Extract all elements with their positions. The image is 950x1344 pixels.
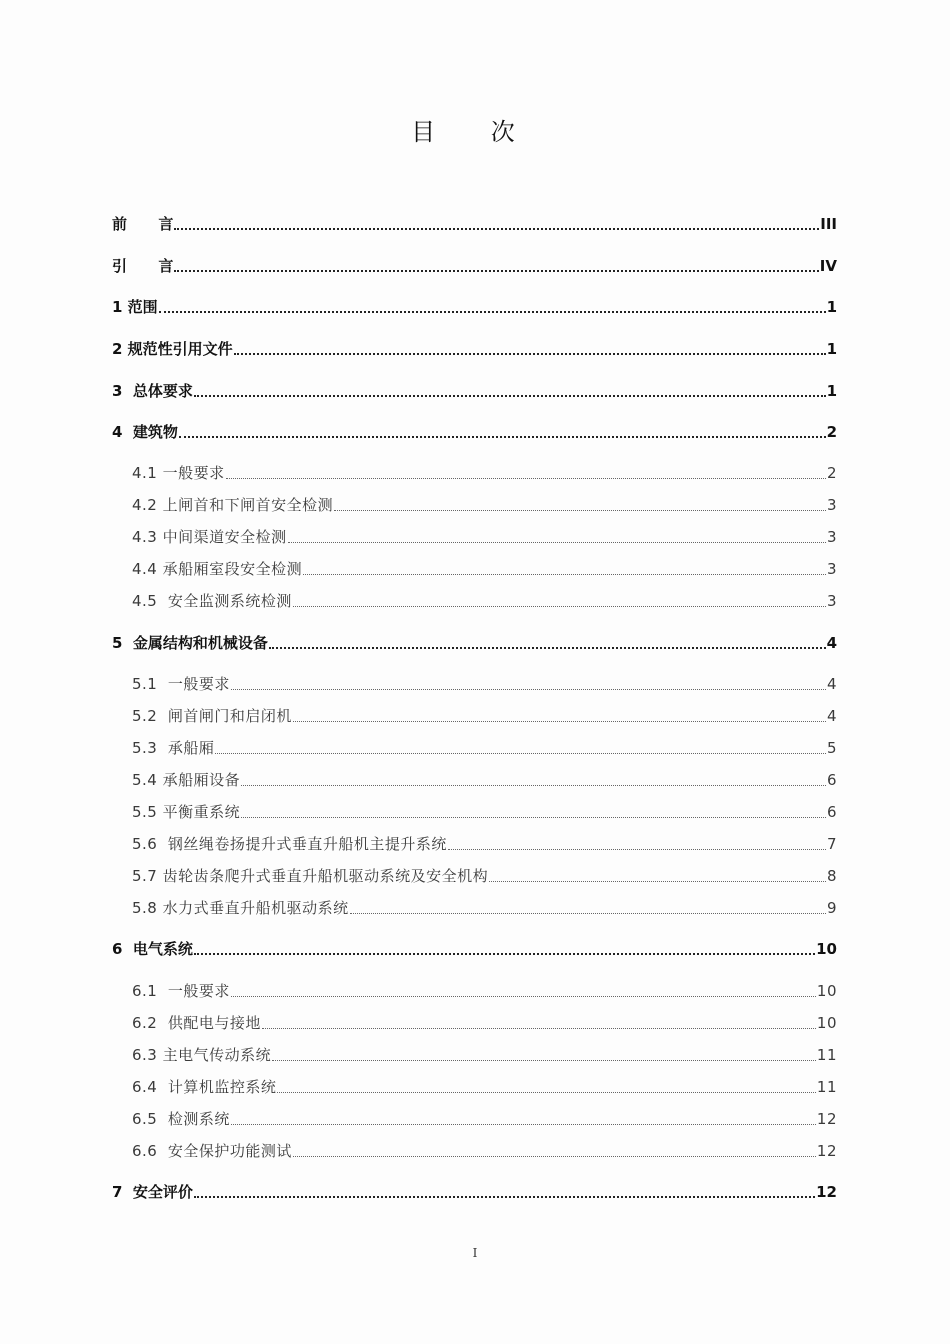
toc-entry-label: 6.6 安全保护功能测试 <box>132 1142 292 1160</box>
toc-leader-dots <box>293 603 826 607</box>
toc-entry-page-number: 12 <box>816 1183 837 1201</box>
toc-chapter-entry[interactable] <box>112 254 837 278</box>
toc-entry-page-number: 11 <box>816 1046 837 1064</box>
toc-leader-dots <box>159 309 826 313</box>
toc-entry-label: 6.2 供配电与接地 <box>132 1014 261 1032</box>
toc-section-entry[interactable] <box>132 493 837 517</box>
toc-entry-label: 5.7 齿轮齿条爬升式垂直升船机驱动系统及安全机构 <box>132 867 489 885</box>
toc-leader-dots <box>174 226 819 230</box>
toc-entry-label: 5 金属结构和机械设备 <box>112 634 268 652</box>
toc-entry-page-number: 6 <box>826 803 837 821</box>
toc-entry-label: 5.4 承船厢设备 <box>132 771 241 789</box>
toc-entry-page-number: 3 <box>826 592 837 610</box>
toc-leader-dots <box>174 268 818 272</box>
toc-leader-dots <box>194 1194 815 1198</box>
toc-section-entry[interactable] <box>132 800 837 824</box>
toc-entry-page-number: 7 <box>826 835 837 853</box>
toc-section-entry[interactable] <box>132 864 837 888</box>
toc-leader-dots <box>231 1121 816 1125</box>
toc-entry-label: 4.1 一般要求 <box>132 464 225 482</box>
toc-leader-dots <box>448 846 826 850</box>
toc-entry-page-number: 3 <box>826 560 837 578</box>
page-title: 目 次 <box>411 118 539 146</box>
toc-entry-label: 6.5 检测系统 <box>132 1110 230 1128</box>
toc-section-entry[interactable] <box>132 736 837 760</box>
toc-entry-page-number: 12 <box>816 1142 837 1160</box>
toc-leader-dots <box>241 814 826 818</box>
toc-chapter-entry[interactable] <box>112 379 837 403</box>
toc-section-entry[interactable] <box>132 557 837 581</box>
toc-entry-page-number: 3 <box>826 528 837 546</box>
toc-entry-page-number: 2 <box>826 423 837 441</box>
toc-chapter-entry[interactable] <box>112 1180 837 1204</box>
toc-chapter-entry[interactable] <box>112 212 837 236</box>
toc-entry-label: 5.5 平衡重系统 <box>132 803 241 821</box>
toc-leader-dots <box>215 750 826 754</box>
toc-entry-label: 5.6 钢丝绳卷扬提升式垂直升船机主提升系统 <box>132 835 447 853</box>
toc-section-entry[interactable] <box>132 1139 837 1163</box>
toc-entry-page-number: 8 <box>826 867 837 885</box>
toc-section-entry[interactable] <box>132 589 837 613</box>
toc-entry-page-number: 10 <box>816 940 837 958</box>
toc-section-entry[interactable] <box>132 979 837 1003</box>
toc-entry-label: 5.2 闸首闸门和启闭机 <box>132 707 292 725</box>
toc-leader-dots <box>303 571 826 575</box>
toc-entry-label: 4.5 安全监测系统检测 <box>132 592 292 610</box>
toc-entry-page-number: 12 <box>816 1110 837 1128</box>
toc-leader-dots <box>226 475 826 479</box>
toc-section-entry[interactable] <box>132 768 837 792</box>
toc-leader-dots <box>231 993 816 997</box>
toc-entry-label: 6.1 一般要求 <box>132 982 230 1000</box>
toc-chapter-entry[interactable] <box>112 420 837 444</box>
toc-leader-dots <box>334 507 826 511</box>
toc-entry-page-number: 2 <box>826 464 837 482</box>
toc-entry-page-number: IV <box>819 257 837 275</box>
toc-section-entry[interactable] <box>132 1011 837 1035</box>
page-number: I <box>472 1246 478 1260</box>
toc-entry-label: 4 建筑物 <box>112 423 178 441</box>
toc-leader-dots <box>241 782 826 786</box>
toc-section-entry[interactable] <box>132 672 837 696</box>
toc-entry-label: 1 范围 <box>112 298 158 316</box>
toc-leader-dots <box>179 434 826 438</box>
toc-leader-dots <box>293 1153 816 1157</box>
toc-section-entry[interactable] <box>132 461 837 485</box>
toc-leader-dots <box>288 539 826 543</box>
toc-entry-label: 6 电气系统 <box>112 940 193 958</box>
toc-leader-dots <box>262 1025 816 1029</box>
toc-entry-page-number: 4 <box>826 707 837 725</box>
toc-chapter-entry[interactable] <box>112 295 837 319</box>
toc-leader-dots <box>234 351 826 355</box>
toc-chapter-entry[interactable] <box>112 937 837 961</box>
toc-entry-page-number: 9 <box>826 899 837 917</box>
toc-entry-label: 5.8 水力式垂直升船机驱动系统 <box>132 899 349 917</box>
toc-entry-page-number: 3 <box>826 496 837 514</box>
toc-section-entry[interactable] <box>132 1075 837 1099</box>
toc-entry-label: 5.1 一般要求 <box>132 675 230 693</box>
toc-entry-label: 4.2 上闸首和下闸首安全检测 <box>132 496 334 514</box>
toc-entry-label: 7 安全评价 <box>112 1183 193 1201</box>
toc-section-entry[interactable] <box>132 704 837 728</box>
toc-leader-dots <box>277 1089 816 1093</box>
toc-leader-dots <box>194 393 826 397</box>
toc-entry-label: 6.3 主电气传动系统 <box>132 1046 272 1064</box>
toc-entry-label: 引 言 <box>112 257 174 275</box>
toc-chapter-entry[interactable] <box>112 631 837 655</box>
toc-leader-dots <box>269 645 826 649</box>
toc-section-entry[interactable] <box>132 832 837 856</box>
toc-entry-label: 4.3 中间渠道安全检测 <box>132 528 287 546</box>
toc-entry-page-number: 4 <box>826 634 837 652</box>
toc-entry-page-number: 1 <box>826 340 837 358</box>
toc-entry-page-number: 4 <box>826 675 837 693</box>
toc-chapter-entry[interactable] <box>112 337 837 361</box>
toc-leader-dots <box>194 951 815 955</box>
toc-entry-label: 2 规范性引用文件 <box>112 340 233 358</box>
toc-entry-label: 6.4 计算机监控系统 <box>132 1078 277 1096</box>
toc-entry-page-number: 5 <box>826 739 837 757</box>
toc-section-entry[interactable] <box>132 1107 837 1131</box>
toc-leader-dots <box>489 878 826 882</box>
toc-entry-page-number: 11 <box>816 1078 837 1096</box>
toc-entry-label: 5.3 承船厢 <box>132 739 215 757</box>
toc-entry-label: 3 总体要求 <box>112 382 193 400</box>
toc-entry-label: 4.4 承船厢室段安全检测 <box>132 560 303 578</box>
toc-leader-dots <box>293 718 826 722</box>
toc-leader-dots <box>231 686 826 690</box>
toc-entry-page-number: 10 <box>816 1014 837 1032</box>
toc-section-entry[interactable] <box>132 525 837 549</box>
toc-entry-page-number: 6 <box>826 771 837 789</box>
toc-leader-dots <box>272 1057 816 1061</box>
toc-entry-page-number: 1 <box>826 298 837 316</box>
toc-entry-page-number: 10 <box>816 982 837 1000</box>
toc-section-entry[interactable] <box>132 1043 837 1067</box>
toc-entry-page-number: 1 <box>826 382 837 400</box>
toc-entry-page-number: III <box>820 215 837 233</box>
toc-leader-dots <box>350 910 826 914</box>
toc-entry-label: 前 言 <box>112 215 174 233</box>
toc-section-entry[interactable] <box>132 896 837 920</box>
